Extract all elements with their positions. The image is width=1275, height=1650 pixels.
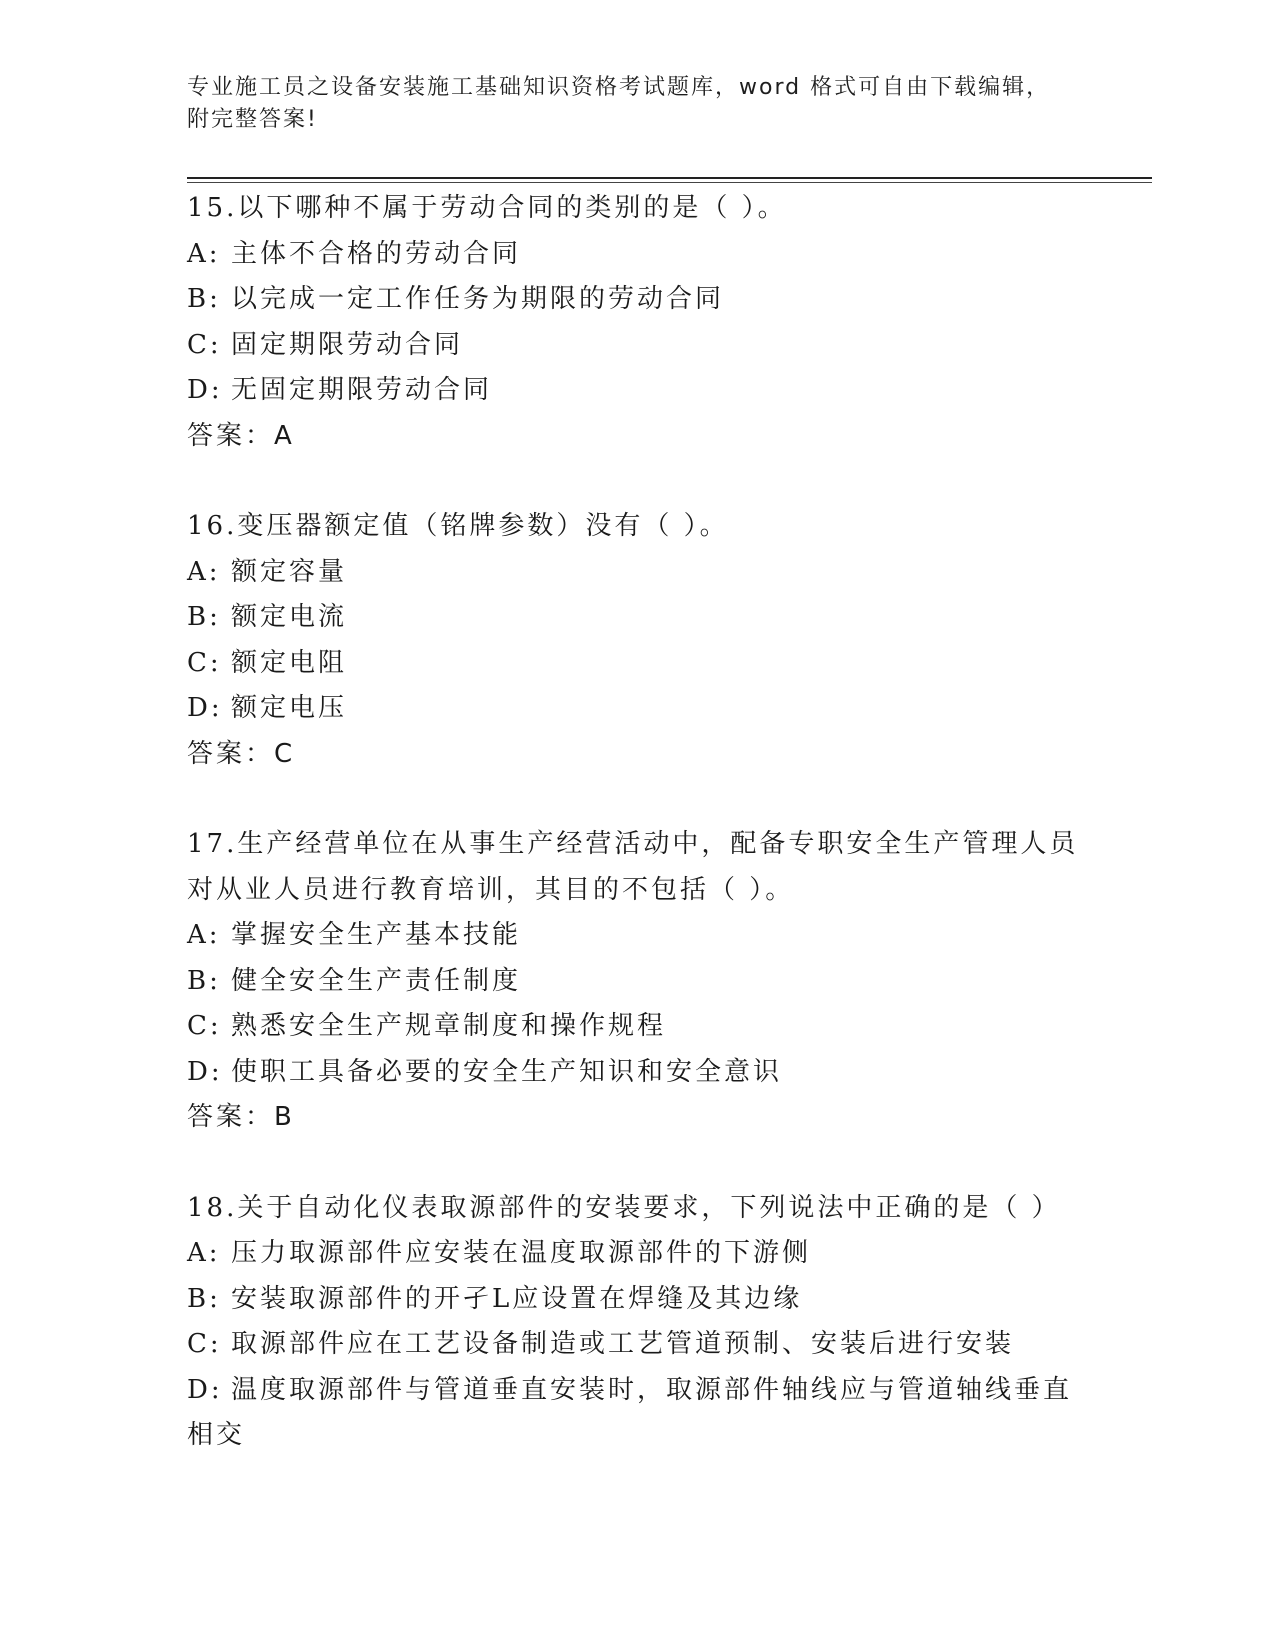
answer: 答案：A [187,420,295,451]
option-c [187,323,1087,369]
option-key: B: [187,602,221,632]
option-b [187,277,1087,323]
question-spacer [187,459,1087,504]
question-18 [187,1186,1087,1459]
option-text: 熟悉安全生产规章制度和操作规程 [231,1011,667,1041]
option-d [187,686,1087,732]
option-d [187,1368,1087,1459]
option-d [187,1050,1087,1096]
option-text: 安装取源部件的开孑L应设置在焊缝及其边缘 [231,1283,803,1314]
option-key: C: [187,1011,222,1041]
option-text: 无固定期限劳动合同 [231,375,493,405]
option-key: D: [187,375,223,405]
option-b [187,959,1087,1005]
question-stem: 18.关于自动化仪表取源部件的安装要求，下列说法中正确的是（ ） [187,1192,1061,1223]
option-key: A: [187,556,221,587]
document-header [187,72,1067,136]
option-b [187,595,1087,641]
option-text: 使职工具备必要的安全生产知识和安全意识 [231,1056,783,1087]
option-b [187,1277,1087,1323]
question-spacer [187,1141,1087,1186]
option-c [187,641,1087,687]
option-text: 固定期限劳动合同 [231,329,464,360]
header-divider-thin [187,182,1152,183]
answer: 答案：C [187,738,296,769]
question-list [187,186,1087,1459]
option-text: 额定电阻 [231,647,348,678]
question-15 [187,186,1087,459]
option-text: 额定电压 [231,693,348,723]
option-text: 健全安全生产责任制度 [231,965,522,996]
option-key: D: [187,1374,223,1405]
option-key: C: [187,647,222,678]
option-text: 额定容量 [231,556,348,587]
option-text: 额定电流 [231,602,348,632]
option-c [187,1004,1087,1050]
answer: 答案：B [187,1102,295,1132]
header-line-1: 专业施工员之设备安装施工基础知识资格考试题库，word 格式可自由下载编辑， [187,75,1051,100]
question-spacer [187,777,1087,822]
header-line-2: 附完整答案! [187,107,318,132]
question-17 [187,822,1087,1141]
question-stem: 16.变压器额定值（铭牌参数）没有（ ）。 [187,511,729,541]
option-key: B: [187,965,221,996]
question-stem: 15.以下哪种不属于劳动合同的类别的是（ ）。 [187,193,787,223]
option-key: A: [187,1238,221,1268]
option-text: 以完成一定工作任务为期限的劳动合同 [231,284,725,314]
option-d [187,368,1087,414]
option-key: C: [187,329,222,360]
option-text: 掌握安全生产基本技能 [231,920,522,950]
option-a [187,913,1087,959]
option-c [187,1322,1087,1368]
option-key: D: [187,1056,223,1087]
option-a [187,550,1087,596]
option-text: 主体不合格的劳动合同 [231,238,522,269]
header-divider-thick [187,177,1152,179]
option-key: A: [187,920,221,950]
question-stem: 17.生产经营单位在从事生产经营活动中，配备专职安全生产管理人员对从业人员进行教育培训，其目的不包括（ ）。 [187,829,1079,905]
option-key: C: [187,1329,222,1359]
option-text: 压力取源部件应安装在温度取源部件的下游侧 [231,1238,812,1268]
question-16 [187,504,1087,777]
option-key: A: [187,238,221,269]
option-text: 温度取源部件与管道垂直安装时，取源部件轴线应与管道轴线垂直相交 [187,1374,1073,1450]
option-a [187,1231,1087,1277]
option-key: D: [187,693,223,723]
option-key: B: [187,284,221,314]
option-text: 取源部件应在工艺设备制造或工艺管道预制、安装后进行安装 [231,1329,1015,1359]
option-key: B: [187,1283,221,1314]
option-a [187,232,1087,278]
